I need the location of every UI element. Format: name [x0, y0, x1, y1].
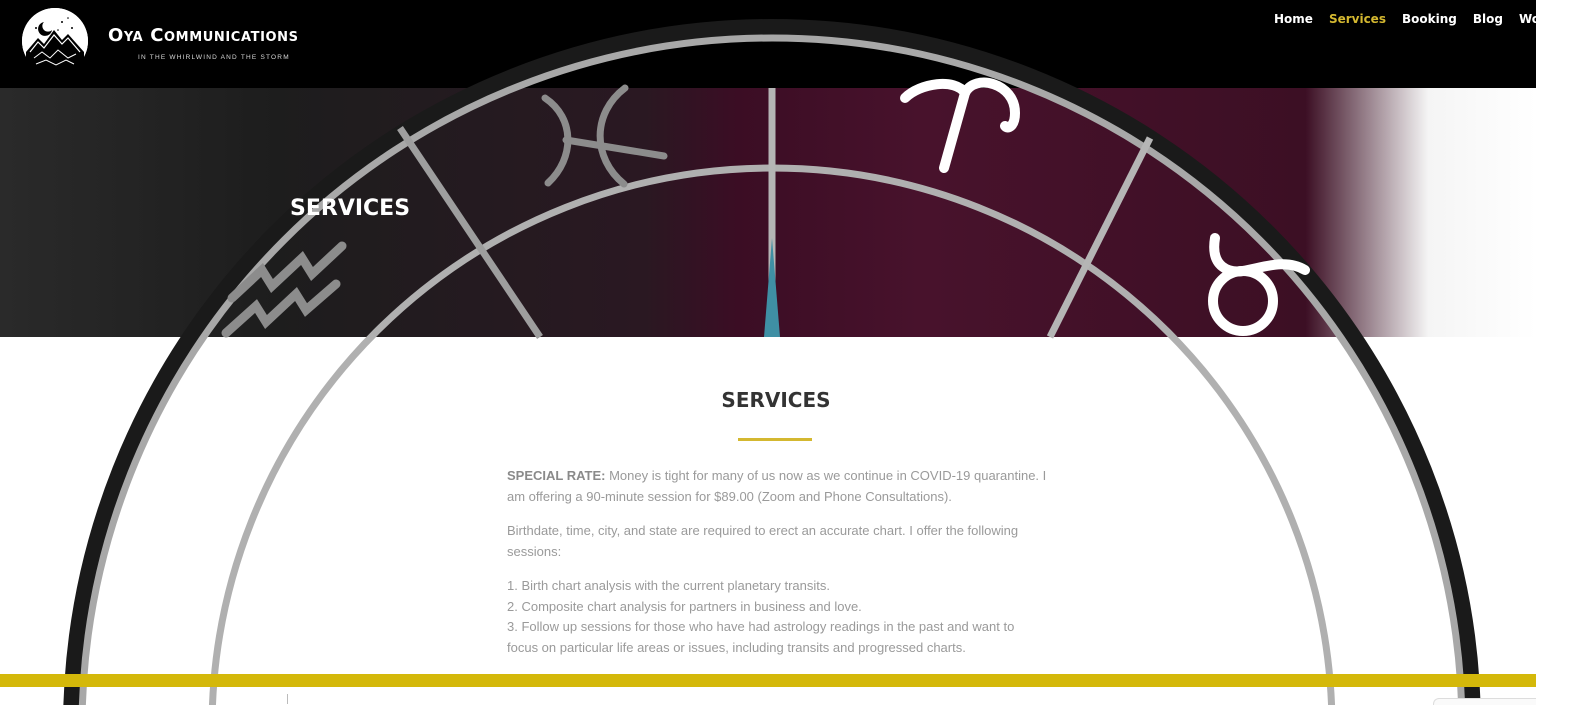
hero-banner	[0, 88, 1536, 337]
sessions-list	[507, 576, 1047, 658]
nav-home[interactable]: Home	[1274, 12, 1313, 26]
nav-blog[interactable]: Blog	[1472, 12, 1503, 26]
nav-booking[interactable]: Booking	[1401, 12, 1457, 26]
brand-tagline: IN THE WHIRLWIND AND THE STORM	[138, 54, 290, 61]
list-item: 3. Follow up sessions for those who have had astrology readings in the past and want to focus on particular life areas or issues, including transits and progressed charts.	[507, 619, 1015, 655]
special-rate-label: SPECIAL RATE:	[507, 468, 606, 483]
corner-widget[interactable]	[1433, 698, 1536, 705]
services-section	[507, 388, 1047, 658]
list-item: 1. Birth chart analysis with the current planetary transits.	[507, 578, 830, 593]
footer-divider	[287, 694, 288, 704]
nav-workshop[interactable]: Workshop	[1518, 12, 1586, 26]
logo-icon[interactable]	[22, 8, 88, 74]
list-item: 2. Composite chart analysis for partners in business and love.	[507, 598, 862, 614]
requirements-paragraph: Birthdate, time, city, and state are required to erect an accurate chart. I offer the following sessions:	[507, 523, 1019, 559]
zodiac-wheel-graphic	[0, 88, 1536, 337]
pisces-icon	[545, 88, 664, 184]
footer-accent-bar	[0, 674, 1536, 687]
main-nav	[1274, 12, 1586, 26]
section-heading: SERVICES	[721, 388, 831, 412]
hero-title: SERVICES	[290, 196, 411, 221]
special-rate-text: Money is tight for many of us now as we continue in COVID-19 quarantine. I am offering a 90-minute session for $89.00 (Zoom and Phone Consultations).	[507, 468, 1047, 504]
aries-icon	[905, 83, 1015, 168]
heading-divider	[738, 438, 812, 441]
nav-services[interactable]: Services	[1328, 12, 1386, 26]
special-rate-paragraph	[507, 466, 1047, 507]
site-header	[0, 0, 1586, 88]
brand-name[interactable]: Oya Communications	[108, 25, 299, 46]
